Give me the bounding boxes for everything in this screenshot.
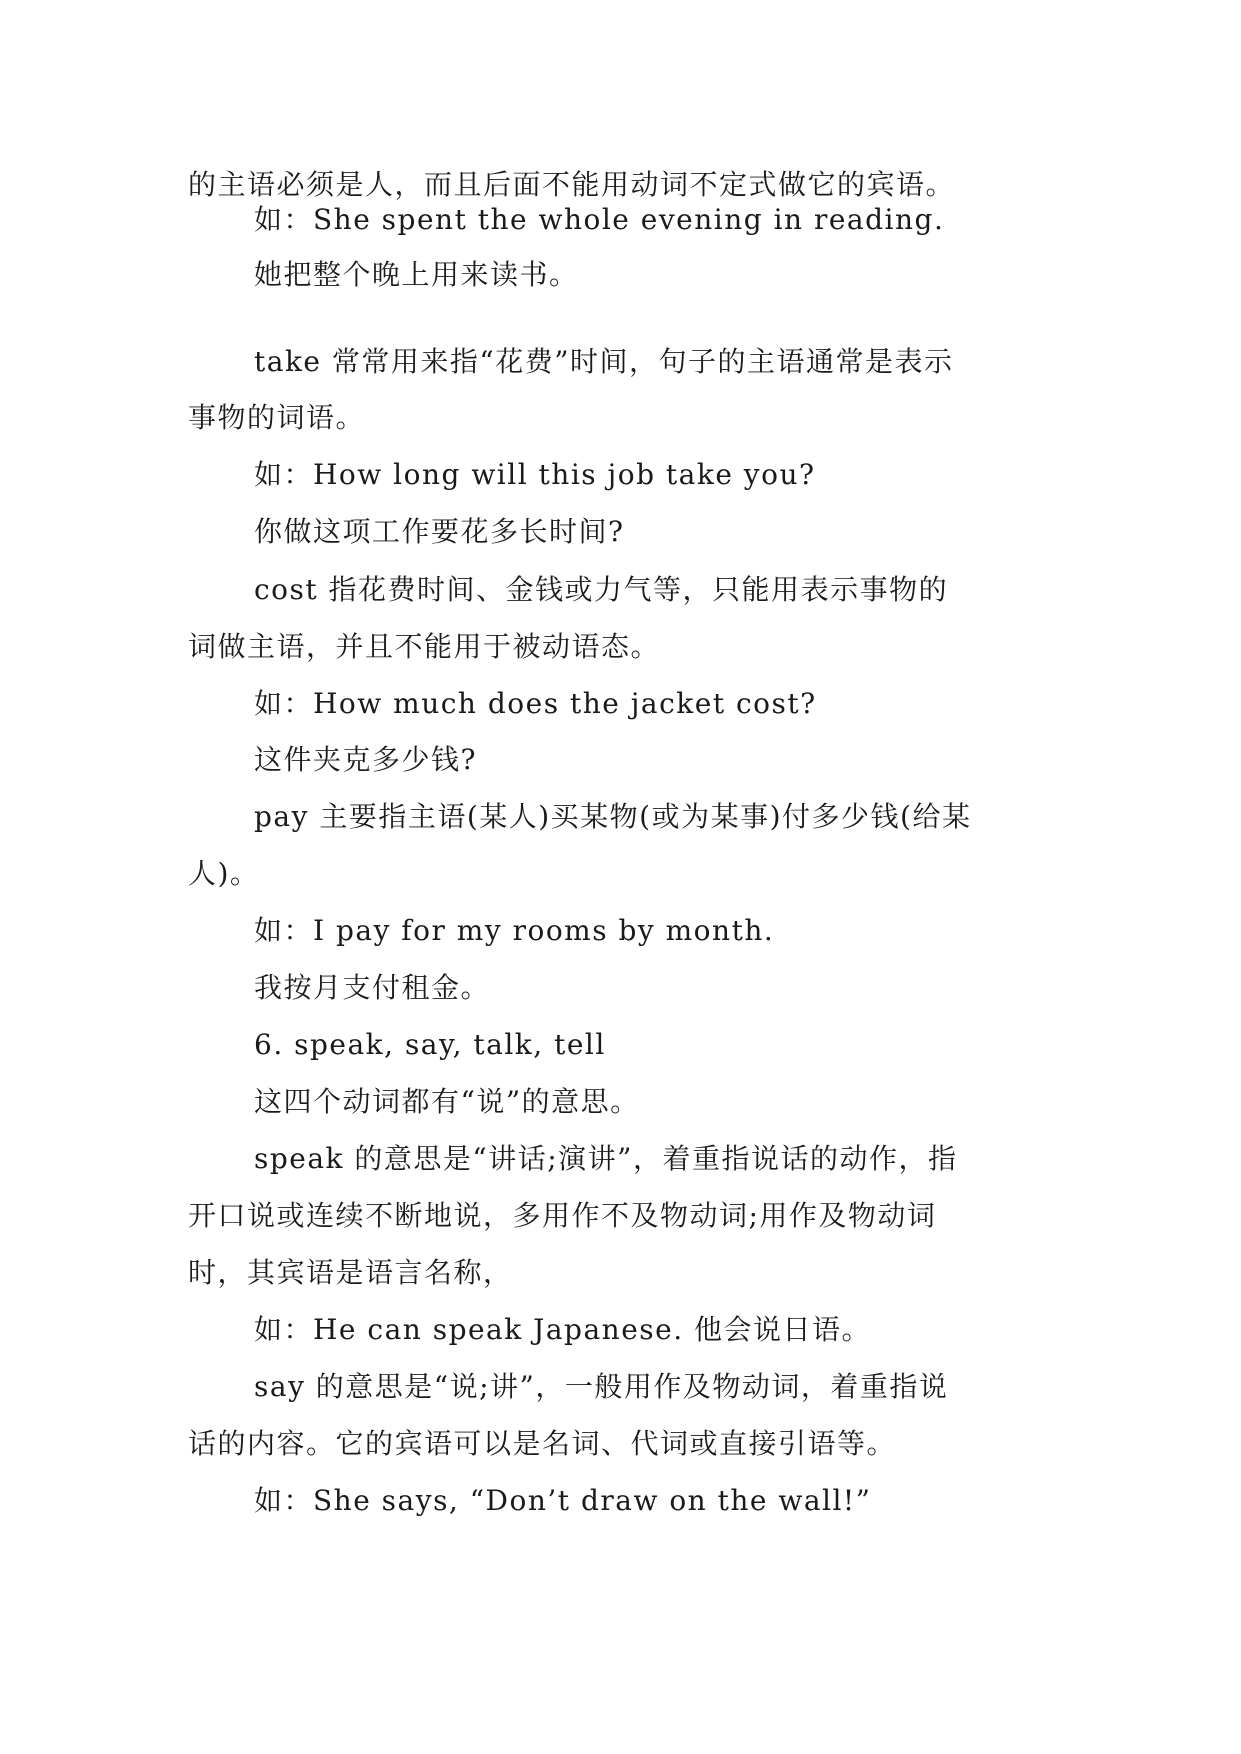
text-line: 开口说或连续不断地说，多用作不及物动词;用作及物动词 — [188, 1199, 937, 1232]
text-line: 人)。 — [188, 857, 260, 890]
text-line: 如：She says, “Don’t draw on the wall!” — [254, 1484, 872, 1517]
text-line: speak 的意思是“讲话;演讲”，着重指说话的动作，指 — [254, 1142, 958, 1175]
text-line: 你做这项工作要花多长时间? — [254, 515, 625, 548]
text-line: 的主语必须是人，而且后面不能用动词不定式做它的宾语。 — [188, 168, 956, 201]
text-line: say 的意思是“说;讲”，一般用作及物动词，着重指说 — [254, 1370, 949, 1403]
text-line: 如：She spent the whole evening in reading. — [254, 203, 945, 236]
text-line: 6. speak, say, talk, tell — [254, 1028, 606, 1061]
text-line: 如：How long will this job take you? — [254, 458, 816, 491]
text-line: cost 指花费时间、金钱或力气等，只能用表示事物的 — [254, 573, 949, 606]
text-line: take 常常用来指“花费”时间，句子的主语通常是表示 — [254, 345, 954, 378]
text-line: 时，其宾语是语言名称， — [188, 1256, 513, 1289]
text-line: 话的内容。它的宾语可以是名词、代词或直接引语等。 — [188, 1427, 897, 1460]
text-line: 她把整个晚上用来读书。 — [254, 258, 579, 291]
text-line: 词做主语，并且不能用于被动语态。 — [188, 630, 661, 663]
text-line: 如：He can speak Japanese. 他会说日语。 — [254, 1313, 872, 1346]
text-line: 如：I pay for my rooms by month. — [254, 914, 775, 947]
text-line: pay 主要指主语(某人)买某物(或为某事)付多少钱(给某 — [254, 800, 972, 833]
text-line: 如：How much does the jacket cost? — [254, 687, 817, 720]
text-line: 事物的词语。 — [188, 401, 366, 434]
text-line: 这件夹克多少钱? — [254, 743, 478, 776]
text-line: 这四个动词都有“说”的意思。 — [254, 1085, 640, 1118]
text-line: 我按月支付租金。 — [254, 971, 491, 1004]
